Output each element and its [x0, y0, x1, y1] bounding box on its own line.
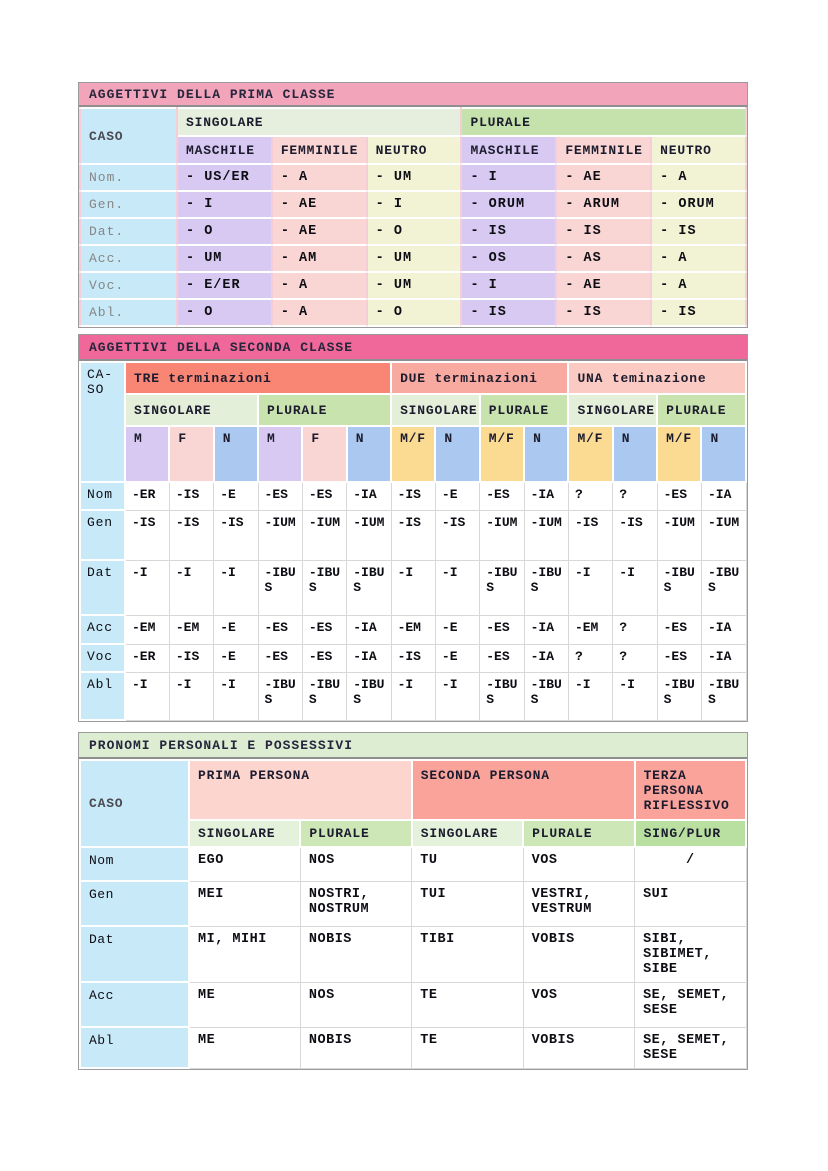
cell: -IUM — [657, 510, 701, 560]
row-label: Acc — [80, 982, 189, 1027]
cell: -I — [435, 672, 479, 720]
col-header-femminile: FEMMINILE — [556, 136, 651, 164]
cell: -I — [613, 672, 657, 720]
cell: -ER — [125, 482, 169, 510]
cell: - A — [651, 164, 746, 191]
table-title-pronomi: PRONOMI PERSONALI E POSSESSIVI — [79, 733, 747, 759]
table-row — [80, 299, 746, 326]
cell: -IA — [701, 615, 746, 644]
cell: -IA — [524, 615, 568, 644]
cell: SE, SEMET, SESE — [635, 1027, 746, 1068]
cell: -EM — [169, 615, 213, 644]
cell: - E/ER — [177, 272, 272, 299]
cell: -IBUS — [701, 672, 746, 720]
cell: NOS — [300, 847, 411, 881]
cell: -I — [568, 560, 612, 615]
cell: -E — [435, 644, 479, 672]
cell: SIBI, SIBIMET, SIBE — [635, 926, 746, 982]
table-row — [80, 644, 746, 672]
table-row — [80, 218, 746, 245]
cell: ? — [568, 482, 612, 510]
table-title-seconda: AGGETTIVI DELLA SECONDA CLASSE — [79, 335, 747, 361]
cell: - UM — [367, 272, 462, 299]
row-label: Dat. — [80, 218, 177, 245]
cell: -IS — [391, 510, 435, 560]
col-header-plurale: PLURALE — [300, 820, 411, 847]
cell: NOSTRI, NOSTRUM — [300, 881, 411, 926]
cell: -IUM — [258, 510, 302, 560]
row-label: Nom — [80, 482, 125, 510]
cell: - IS — [651, 218, 746, 245]
table-row — [80, 191, 746, 218]
col-header-mf: M/F — [657, 426, 701, 482]
cell: -IBUS — [258, 672, 302, 720]
cell: -I — [435, 560, 479, 615]
cell: ME — [189, 1027, 300, 1068]
cell: -I — [169, 672, 213, 720]
row-label: Gen. — [80, 191, 177, 218]
cell: - A — [651, 272, 746, 299]
document-content — [78, 82, 748, 1070]
row-label: Dat — [80, 560, 125, 615]
cell: -ES — [480, 644, 524, 672]
cell: -I — [214, 672, 258, 720]
table-aggettivi-seconda-classe — [78, 334, 748, 722]
cell: - AM — [272, 245, 367, 272]
cell: - O — [367, 218, 462, 245]
cell: -E — [435, 482, 479, 510]
cell: -IBUS — [524, 672, 568, 720]
cell: -EM — [125, 615, 169, 644]
prima-classe-grid — [79, 107, 747, 327]
table-row — [80, 245, 746, 272]
cell: -IS — [125, 510, 169, 560]
table-row — [80, 1027, 746, 1068]
cell: - IS — [461, 218, 556, 245]
cell: VOS — [523, 982, 634, 1027]
cell: -IA — [524, 482, 568, 510]
cell: -ES — [480, 615, 524, 644]
cell: -IBUS — [302, 560, 346, 615]
cell: -IBUS — [302, 672, 346, 720]
col-header-neutro: NEUTRO — [651, 136, 746, 164]
cell: NOS — [300, 982, 411, 1027]
cell: - UM — [367, 245, 462, 272]
cell: VOBIS — [523, 1027, 634, 1068]
cell: NOBIS — [300, 1027, 411, 1068]
cell: -IBUS — [657, 560, 701, 615]
cell: - AE — [556, 272, 651, 299]
col-header-f: F — [169, 426, 213, 482]
cell: -IUM — [302, 510, 346, 560]
cell: - O — [177, 218, 272, 245]
cell: VESTRI, VESTRUM — [523, 881, 634, 926]
group-header-singolare: SINGOLARE — [568, 394, 657, 426]
cell: - ORUM — [461, 191, 556, 218]
cell: -IUM — [524, 510, 568, 560]
cell: ME — [189, 982, 300, 1027]
row-label: Dat — [80, 926, 189, 982]
group-header-plurale: PLURALE — [657, 394, 746, 426]
cell: - AE — [556, 164, 651, 191]
col-header-sing-plur: SING/PLUR — [635, 820, 746, 847]
group-header-due-terminazioni: DUE terminazioni — [391, 362, 568, 394]
cell: - A — [272, 299, 367, 326]
group-header-terza-persona-riflessivo: TERZA PERSONA RIFLESSIVO — [635, 760, 746, 820]
cell: - A — [272, 164, 367, 191]
cell: - US/ER — [177, 164, 272, 191]
table-row — [80, 560, 746, 615]
group-header-plurale: PLURALE — [461, 108, 746, 136]
cell: - O — [367, 299, 462, 326]
cell: -IUM — [480, 510, 524, 560]
cell: - UM — [367, 164, 462, 191]
cell: -E — [214, 644, 258, 672]
cell: TE — [412, 982, 523, 1027]
cell: TU — [412, 847, 523, 881]
cell: ? — [568, 644, 612, 672]
cell: - IS — [651, 299, 746, 326]
cell: - AE — [272, 218, 367, 245]
cell: -IBUS — [657, 672, 701, 720]
group-header-seconda-persona: SECONDA PERSONA — [412, 760, 635, 820]
cell: VOBIS — [523, 926, 634, 982]
col-header-mf: M/F — [480, 426, 524, 482]
cell: -ES — [258, 644, 302, 672]
cell: MEI — [189, 881, 300, 926]
group-header-plurale: PLURALE — [480, 394, 569, 426]
cell: -IBUS — [524, 560, 568, 615]
col-header-singolare: SINGOLARE — [189, 820, 300, 847]
cell: - I — [177, 191, 272, 218]
group-header-singolare: SINGOLARE — [125, 394, 258, 426]
cell: ? — [613, 615, 657, 644]
row-label: Abl — [80, 672, 125, 720]
cell: - AE — [272, 191, 367, 218]
cell: -IS — [568, 510, 612, 560]
cell: -ES — [657, 644, 701, 672]
cell: -IS — [435, 510, 479, 560]
cell: -EM — [391, 615, 435, 644]
col-header-m: M — [258, 426, 302, 482]
table-row — [80, 926, 746, 982]
cell: -IUM — [701, 510, 746, 560]
corner-caso: CA-SO — [80, 362, 125, 482]
cell: - A — [651, 245, 746, 272]
cell: -E — [214, 482, 258, 510]
col-header-plurale: PLURALE — [523, 820, 634, 847]
cell: -I — [613, 560, 657, 615]
table-row — [80, 272, 746, 299]
cell: - UM — [177, 245, 272, 272]
cell: -IA — [524, 644, 568, 672]
cell: -IA — [701, 644, 746, 672]
cell: - IS — [556, 218, 651, 245]
cell: -ES — [657, 615, 701, 644]
group-header-singolare: SINGOLARE — [177, 108, 461, 136]
cell: - AS — [556, 245, 651, 272]
col-header-n: N — [214, 426, 258, 482]
cell: -IA — [701, 482, 746, 510]
cell: - I — [461, 164, 556, 191]
group-header-singolare: SINGOLARE — [391, 394, 480, 426]
col-header-n: N — [524, 426, 568, 482]
cell: -IA — [347, 615, 391, 644]
table-row — [80, 847, 746, 881]
row-label: Nom — [80, 847, 189, 881]
col-header-maschile: MASCHILE — [461, 136, 556, 164]
cell: -ES — [258, 482, 302, 510]
cell: -ES — [302, 615, 346, 644]
cell: -IBUS — [258, 560, 302, 615]
cell: -I — [125, 672, 169, 720]
cell: ? — [613, 644, 657, 672]
group-header-tre-terminazioni: TRE terminazioni — [125, 362, 391, 394]
cell: -IS — [391, 482, 435, 510]
cell: SE, SEMET, SESE — [635, 982, 746, 1027]
cell: -ES — [302, 482, 346, 510]
cell: -IS — [169, 644, 213, 672]
row-label: Nom. — [80, 164, 177, 191]
col-header-neutro: NEUTRO — [367, 136, 462, 164]
col-header-n: N — [701, 426, 746, 482]
cell: - I — [461, 272, 556, 299]
cell: -ER — [125, 644, 169, 672]
cell: -IS — [214, 510, 258, 560]
cell: -EM — [568, 615, 612, 644]
col-header-femminile: FEMMINILE — [272, 136, 367, 164]
cell: - ORUM — [651, 191, 746, 218]
col-header-m: M — [125, 426, 169, 482]
cell: -IS — [169, 482, 213, 510]
cell: -IUM — [347, 510, 391, 560]
cell: - ARUM — [556, 191, 651, 218]
cell: ? — [613, 482, 657, 510]
row-label: Voc — [80, 644, 125, 672]
cell: TE — [412, 1027, 523, 1068]
table-row — [80, 164, 746, 191]
row-label: Abl. — [80, 299, 177, 326]
row-label: Acc — [80, 615, 125, 644]
cell: - OS — [461, 245, 556, 272]
col-header-singolare: SINGOLARE — [412, 820, 523, 847]
cell: -IBUS — [480, 672, 524, 720]
col-header-n: N — [347, 426, 391, 482]
row-label: Gen — [80, 510, 125, 560]
cell: -IBUS — [347, 560, 391, 615]
col-header-mf: M/F — [568, 426, 612, 482]
cell: NOBIS — [300, 926, 411, 982]
pronomi-grid — [79, 759, 747, 1069]
cell: - O — [177, 299, 272, 326]
cell: -I — [169, 560, 213, 615]
table-title-prima: AGGETTIVI DELLA PRIMA CLASSE — [79, 83, 747, 107]
table-row — [80, 982, 746, 1027]
cell: -IS — [391, 644, 435, 672]
cell: -IA — [347, 644, 391, 672]
col-header-n: N — [613, 426, 657, 482]
cell: -I — [568, 672, 612, 720]
cell: - IS — [461, 299, 556, 326]
col-header-mf: M/F — [391, 426, 435, 482]
row-label: Voc. — [80, 272, 177, 299]
cell: VOS — [523, 847, 634, 881]
cell: -I — [391, 672, 435, 720]
row-label: Abl — [80, 1027, 189, 1068]
cell: / — [635, 847, 746, 881]
col-header-f: F — [302, 426, 346, 482]
cell: -E — [214, 615, 258, 644]
cell: EGO — [189, 847, 300, 881]
cell: -E — [435, 615, 479, 644]
cell: -IBUS — [701, 560, 746, 615]
cell: TIBI — [412, 926, 523, 982]
cell: -ES — [258, 615, 302, 644]
seconda-classe-grid — [79, 361, 747, 721]
table-row — [80, 881, 746, 926]
row-label: Gen — [80, 881, 189, 926]
table-row — [80, 510, 746, 560]
table-row — [80, 482, 746, 510]
table-aggettivi-prima-classe — [78, 82, 748, 328]
cell: - A — [272, 272, 367, 299]
cell: -IS — [169, 510, 213, 560]
col-header-n: N — [435, 426, 479, 482]
col-header-maschile: MASCHILE — [177, 136, 272, 164]
table-row — [80, 615, 746, 644]
cell: MI, MIHI — [189, 926, 300, 982]
cell: -ES — [480, 482, 524, 510]
cell: -ES — [302, 644, 346, 672]
row-label: Acc. — [80, 245, 177, 272]
corner-caso: CASO — [80, 108, 177, 164]
corner-caso: CASO — [80, 760, 189, 847]
cell: -IS — [613, 510, 657, 560]
group-header-plurale: PLURALE — [258, 394, 391, 426]
cell: -I — [391, 560, 435, 615]
cell: -I — [214, 560, 258, 615]
group-header-una-terminazione: UNA teminazione — [568, 362, 746, 394]
cell: SUI — [635, 881, 746, 926]
cell: -IBUS — [480, 560, 524, 615]
cell: -I — [125, 560, 169, 615]
group-header-prima-persona: PRIMA PERSONA — [189, 760, 412, 820]
cell: -IBUS — [347, 672, 391, 720]
cell: -ES — [657, 482, 701, 510]
table-row — [80, 672, 746, 720]
cell: - I — [367, 191, 462, 218]
cell: - IS — [556, 299, 651, 326]
cell: TUI — [412, 881, 523, 926]
cell: -IA — [347, 482, 391, 510]
table-pronomi-personali — [78, 732, 748, 1070]
